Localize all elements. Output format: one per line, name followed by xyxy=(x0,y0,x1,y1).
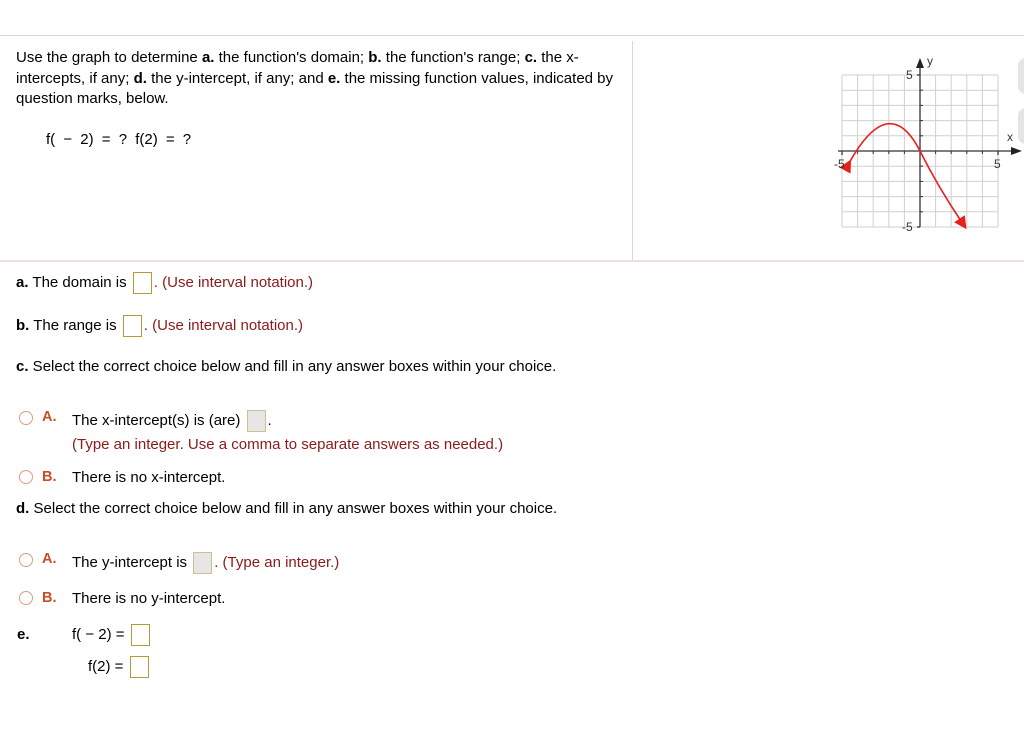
y-intercept-choice-b: There is no y-intercept. xyxy=(72,590,226,607)
x-intercept-choice-b: There is no x-intercept. xyxy=(72,469,226,486)
part-d-text: Select the correct choice below and fill in any answer boxes within your choice. xyxy=(29,500,558,517)
choice-letter: A. xyxy=(42,409,57,425)
x-intercept-answer-box[interactable] xyxy=(247,410,266,432)
part-a-text: The domain is xyxy=(28,273,127,291)
y-intercept-hint: . (Type an integer.) xyxy=(214,553,340,571)
prompt-text: Use the graph to determine xyxy=(16,49,202,66)
y-intercept-choice-a-radio[interactable] xyxy=(19,553,33,567)
part-e-label: e. xyxy=(17,626,30,643)
prompt-label-b: b. xyxy=(368,49,382,66)
part-a-hint: . (Use interval notation.) xyxy=(153,273,314,291)
part-c-text: Select the correct choice below and fill in any answer boxes within your choice. xyxy=(28,358,557,375)
part-d-instruction xyxy=(16,500,557,517)
f-neg2-label: f( − 2) = xyxy=(72,625,125,643)
y-intercept-answer-box[interactable] xyxy=(193,552,212,574)
part-c-label: c. xyxy=(16,358,29,375)
x-intercept-hint: (Type an integer. Use a comma to separate answers as needed.) xyxy=(72,436,504,453)
x-intercept-choice-b-radio[interactable] xyxy=(19,470,33,484)
graph-option-button[interactable] xyxy=(1018,108,1024,144)
x-intercept-choice-a-radio[interactable] xyxy=(19,411,33,425)
part-b-label: b. xyxy=(16,316,30,334)
x-intercept-choice-a xyxy=(72,410,272,432)
part-a-label: a. xyxy=(16,273,29,291)
prompt-label-d: d. xyxy=(133,69,147,87)
prompt-label-a: a. xyxy=(201,49,215,66)
choice-text: . xyxy=(267,411,272,429)
domain-answer-box[interactable] xyxy=(133,272,152,294)
prompt-label-e: e. xyxy=(327,69,341,87)
x-axis-label: x xyxy=(1007,130,1013,144)
part-a xyxy=(16,272,313,294)
f-2-answer-box[interactable] xyxy=(130,656,149,678)
range-answer-box[interactable] xyxy=(123,315,142,337)
prompt-label-c: c. xyxy=(524,49,538,66)
part-b-hint: . (Use interval notation.) xyxy=(143,316,304,334)
y-intercept-choice-b-radio[interactable] xyxy=(19,591,33,605)
f-2-row xyxy=(88,656,151,678)
choice-letter: B. xyxy=(42,590,57,606)
part-d-label: d. xyxy=(16,500,30,517)
f-neg2-answer-box[interactable] xyxy=(131,624,150,646)
prompt-text: the y-intercept, if any; and xyxy=(146,69,328,87)
part-b-text: The range is xyxy=(29,316,117,334)
tick-label-y-bottom: -5 xyxy=(902,220,913,234)
f-neg2-row xyxy=(72,624,152,646)
question-prompt xyxy=(16,48,616,110)
prompt-text: the function's domain; xyxy=(214,49,369,66)
part-c-instruction xyxy=(16,358,556,375)
vertical-divider xyxy=(632,41,633,260)
choice-text: The y-intercept is xyxy=(72,553,188,571)
y-axis-label: y xyxy=(927,54,933,68)
function-graph xyxy=(830,42,1024,246)
section-divider xyxy=(0,260,1024,262)
f-2-label: f(2) = xyxy=(88,657,124,675)
prompt-text: the x-intercepts, if any; xyxy=(16,49,579,87)
tick-label-x-left: -5 xyxy=(834,157,845,171)
function-values-prompt: f( − 2) = ? f(2) = ? xyxy=(46,131,192,148)
tick-label-y-top: 5 xyxy=(906,68,913,82)
magnify-graph-button[interactable] xyxy=(1018,58,1024,94)
tick-label-x-right: 5 xyxy=(994,157,1001,171)
top-divider xyxy=(0,35,1024,36)
prompt-text: the function's range; xyxy=(381,49,525,66)
prompt-text: the missing function values, indicated by question marks, below. xyxy=(16,69,614,107)
choice-letter: A. xyxy=(42,551,57,567)
choice-letter: B. xyxy=(42,469,57,485)
part-b xyxy=(16,315,303,337)
choice-text: The x-intercept(s) is (are) xyxy=(72,411,241,429)
y-intercept-choice-a xyxy=(72,552,339,574)
